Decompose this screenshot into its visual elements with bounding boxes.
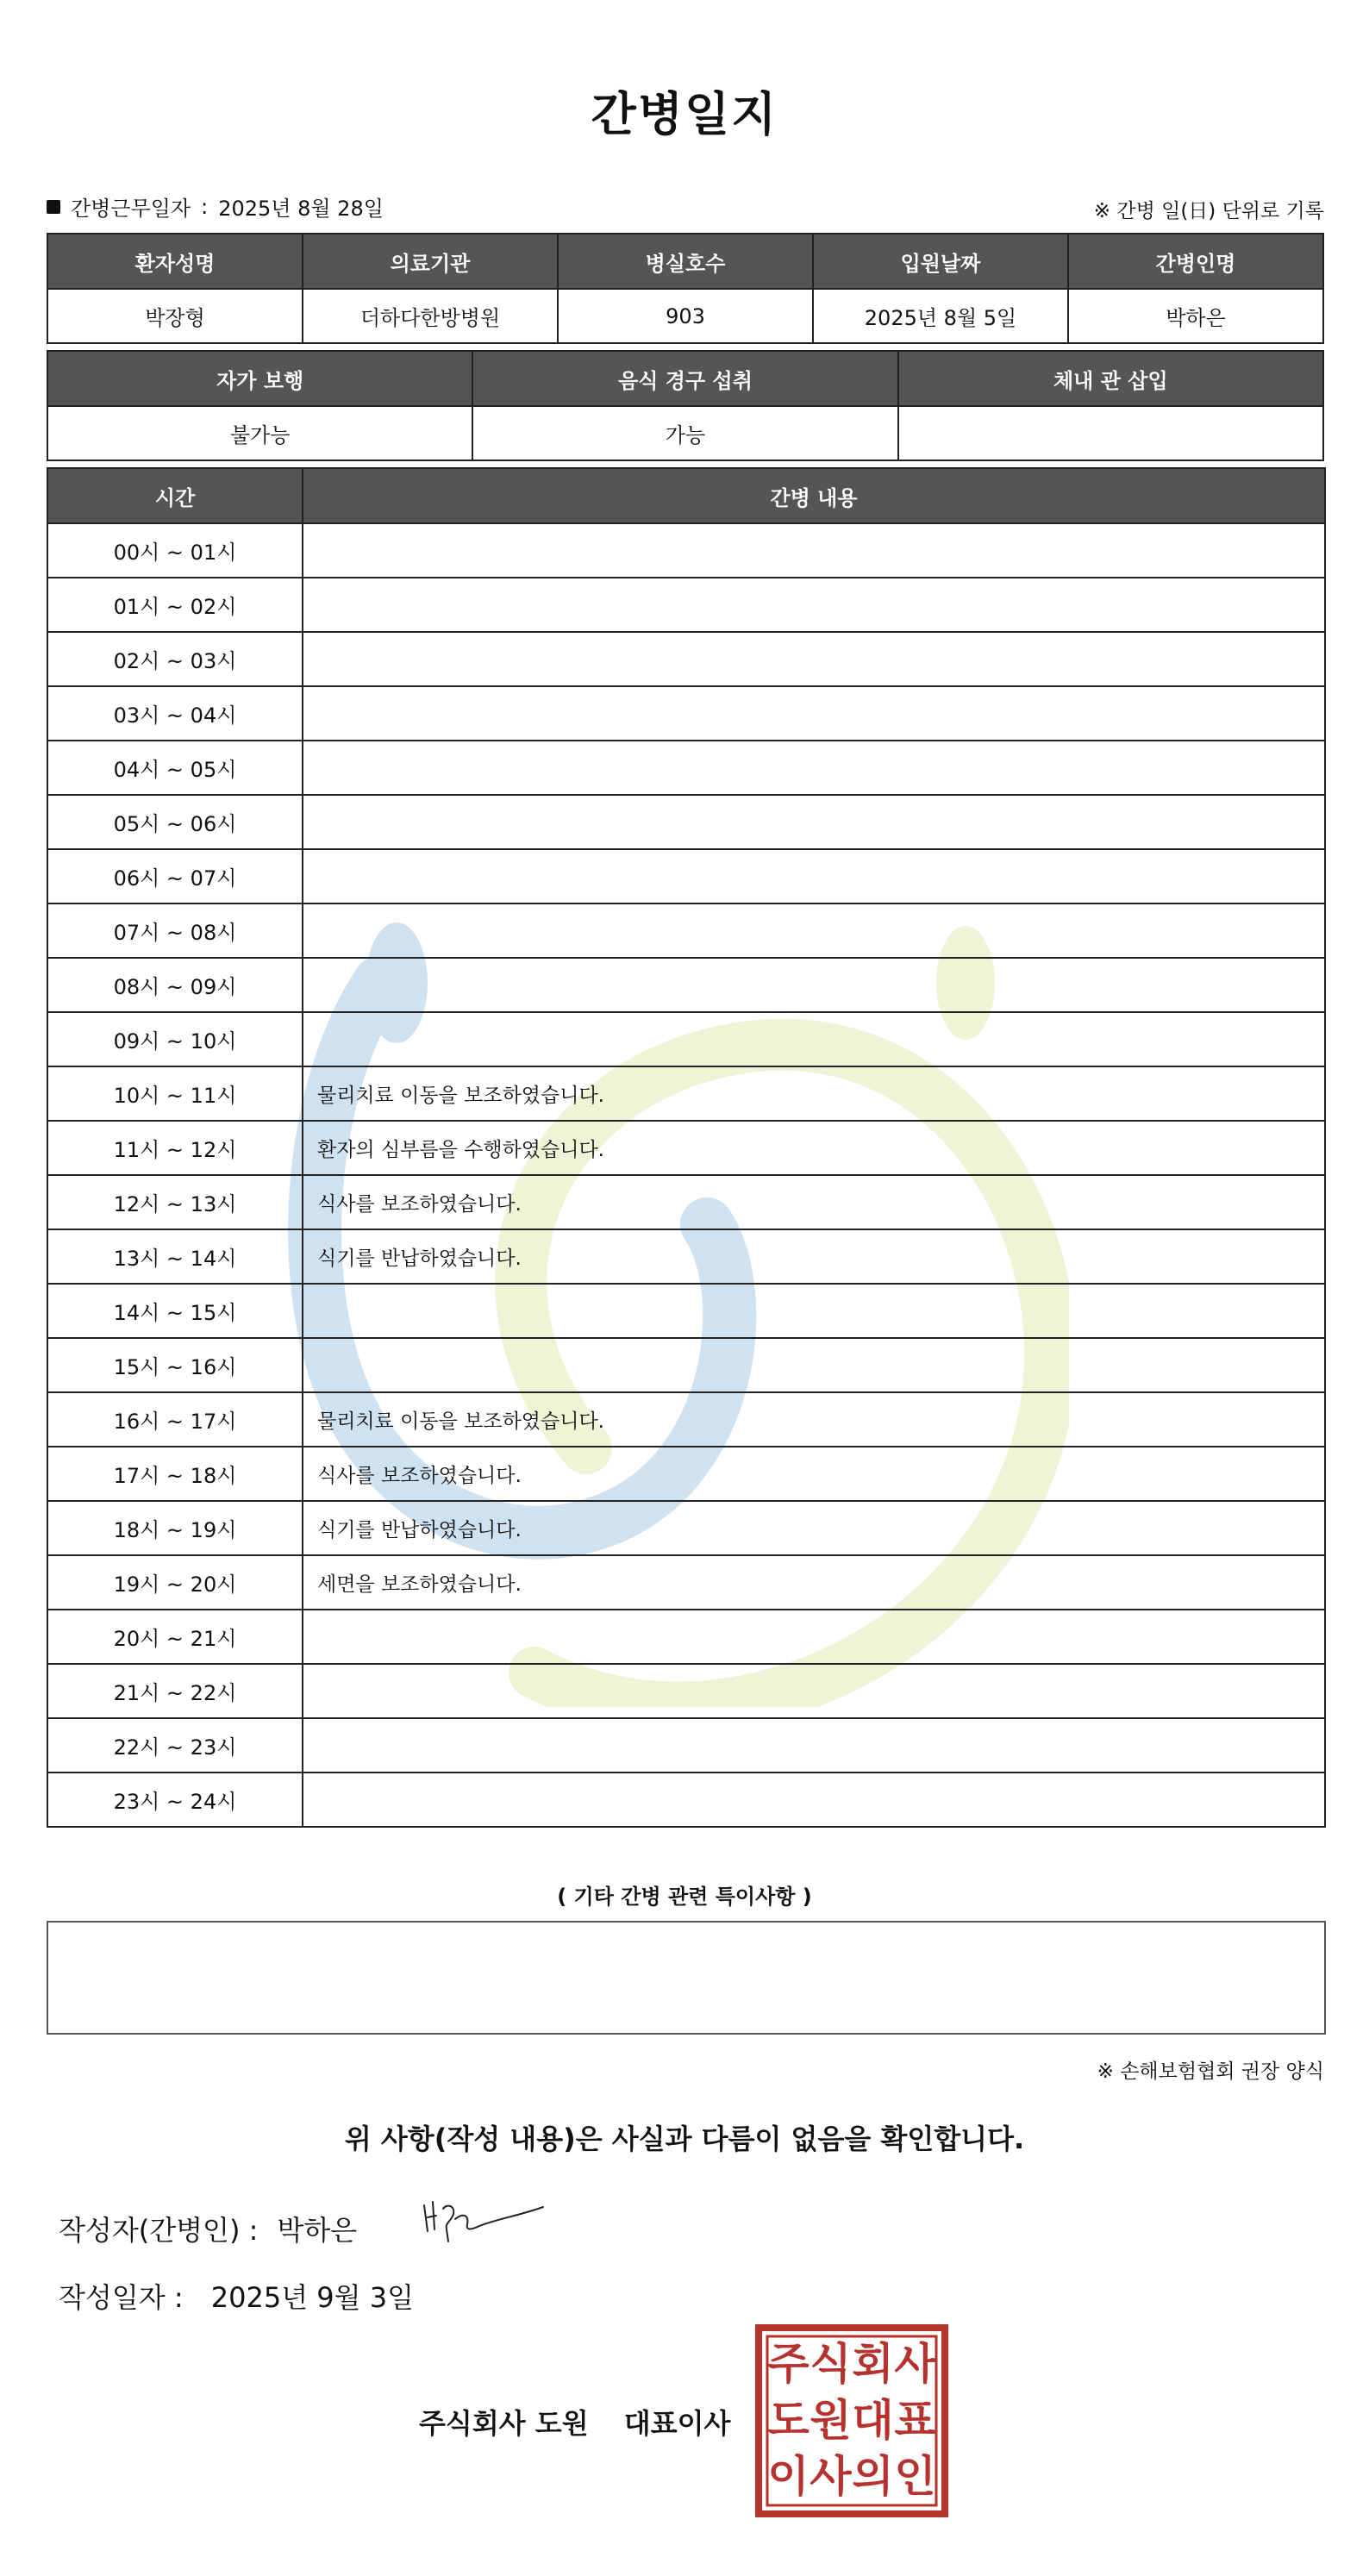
company-seal-icon: [755, 2324, 948, 2517]
header-oral-intake: 음식 경구 섭취: [472, 351, 897, 406]
table-row: [47, 1392, 1325, 1447]
work-date-value: 2025년 8월 28일: [218, 197, 384, 221]
table-row: [47, 1066, 1325, 1121]
written-date-value: 2025년 9월 3일: [210, 2281, 415, 2314]
document-title: 간병일지: [591, 87, 778, 141]
header-admission-date: 입원날짜: [813, 234, 1068, 289]
written-date-line: [59, 2276, 414, 2316]
table-row: [47, 1718, 1325, 1773]
seal-character: 식: [810, 2339, 852, 2389]
care-content-cell: [303, 1718, 1325, 1773]
care-content-cell: 환자의 심부름을 수행하였습니다.: [303, 1121, 1325, 1175]
time-slot-cell: 03시 ~ 04시: [47, 686, 303, 741]
table-row: [47, 1664, 1325, 1718]
admission-date-cell: 2025년 8월 5일: [813, 289, 1068, 343]
table-row: [47, 1338, 1325, 1392]
table-row: [47, 1447, 1325, 1501]
oral-intake-cell: 가능: [472, 406, 897, 460]
work-date-separator: :: [201, 194, 209, 219]
care-content-cell: [303, 1284, 1325, 1338]
time-slot-cell: 04시 ~ 05시: [47, 741, 303, 795]
caregiver-name-cell: 박하은: [1068, 289, 1323, 343]
representative-title: 대표이사: [623, 2407, 731, 2440]
institution-cell: 더하다한방병원: [303, 289, 558, 343]
care-content-cell: [303, 795, 1325, 849]
tube-insertion-cell: [898, 406, 1323, 460]
square-bullet-icon: [47, 200, 60, 214]
remarks-box: [47, 1921, 1326, 2035]
time-slot-cell: 07시 ~ 08시: [47, 903, 303, 958]
writer-name: 박하은: [277, 2214, 358, 2247]
patient-info-value-row: [47, 289, 1323, 343]
hourly-log-header-row: [47, 468, 1325, 523]
time-slot-cell: 02시 ~ 03시: [47, 632, 303, 686]
table-row: [47, 686, 1325, 741]
table-row: [47, 523, 1325, 578]
header-caregiver-name: 간병인명: [1068, 234, 1323, 289]
header-care-content: 간병 내용: [303, 468, 1325, 523]
time-slot-cell: 09시 ~ 10시: [47, 1012, 303, 1066]
care-content-cell: [303, 849, 1325, 903]
care-content-cell: 식사를 보조하였습니다.: [303, 1447, 1325, 1501]
time-slot-cell: 23시 ~ 24시: [47, 1773, 303, 1827]
meta-row: [47, 191, 1324, 222]
time-slot-cell: 17시 ~ 18시: [47, 1447, 303, 1501]
confirmation-statement: 위 사항(작성 내용)은 사실과 다름이 없음을 확인합니다.: [344, 2123, 1025, 2155]
care-content-cell: [303, 1338, 1325, 1392]
seal-character: 의: [852, 2451, 894, 2502]
care-content-cell: [303, 1012, 1325, 1066]
time-slot-cell: 13시 ~ 14시: [47, 1229, 303, 1284]
care-content-cell: 식기를 반납하였습니다.: [303, 1229, 1325, 1284]
care-content-cell: [303, 632, 1325, 686]
record-unit-note: ※ 간병 일(日) 단위로 기록: [1093, 200, 1324, 222]
care-content-cell: 물리치료 이동을 보조하였습니다.: [303, 1392, 1325, 1447]
header-self-walking: 자가 보행: [47, 351, 472, 406]
room-number-cell: 903: [558, 289, 813, 343]
seal-character: 회: [852, 2339, 894, 2389]
remarks-title: ( 기타 간병 관련 특이사항 ): [557, 1885, 812, 1909]
time-slot-cell: 00시 ~ 01시: [47, 523, 303, 578]
care-content-cell: [303, 903, 1325, 958]
care-content-cell: [303, 741, 1325, 795]
seal-character: 표: [894, 2395, 936, 2446]
seal-character: 사: [810, 2451, 852, 2502]
care-content-cell: 식기를 반납하였습니다.: [303, 1501, 1325, 1555]
care-content-cell: [303, 686, 1325, 741]
table-row: [47, 1501, 1325, 1555]
care-content-cell: [303, 1610, 1325, 1664]
written-date-label: 작성일자 :: [59, 2281, 184, 2314]
table-row: [47, 1284, 1325, 1338]
writer-line: [59, 2209, 357, 2248]
time-slot-cell: 19시 ~ 20시: [47, 1555, 303, 1610]
time-slot-cell: 08시 ~ 09시: [47, 958, 303, 1012]
patient-name-cell: 박장형: [47, 289, 303, 343]
time-slot-cell: 22시 ~ 23시: [47, 1718, 303, 1773]
time-slot-cell: 01시 ~ 02시: [47, 578, 303, 632]
time-slot-cell: 12시 ~ 13시: [47, 1175, 303, 1229]
seal-character: 인: [894, 2451, 936, 2502]
work-date-label: 간병근무일자: [71, 197, 191, 221]
time-slot-cell: 18시 ~ 19시: [47, 1501, 303, 1555]
work-date-group: [47, 191, 384, 222]
table-row: [47, 958, 1325, 1012]
time-slot-cell: 06시 ~ 07시: [47, 849, 303, 903]
table-row: [47, 741, 1325, 795]
patient-status-table: [47, 350, 1324, 461]
hourly-care-log-table: [47, 467, 1326, 1828]
table-row: [47, 1773, 1325, 1827]
time-slot-cell: 11시 ~ 12시: [47, 1121, 303, 1175]
header-institution: 의료기관: [303, 234, 558, 289]
patient-info-table: [47, 233, 1324, 344]
care-content-cell: 물리치료 이동을 보조하였습니다.: [303, 1066, 1325, 1121]
table-row: [47, 849, 1325, 903]
care-content-cell: [303, 1773, 1325, 1827]
table-row: [47, 1555, 1325, 1610]
header-time: 시간: [47, 468, 303, 523]
seal-character: 이: [767, 2451, 810, 2502]
table-row: [47, 1012, 1325, 1066]
patient-info-header-row: [47, 234, 1323, 289]
time-slot-cell: 16시 ~ 17시: [47, 1392, 303, 1447]
care-content-cell: [303, 578, 1325, 632]
company-signature-line: [419, 2402, 730, 2442]
header-room-number: 병실호수: [558, 234, 813, 289]
table-row: [47, 1121, 1325, 1175]
seal-character: 대: [852, 2395, 894, 2446]
table-row: [47, 1175, 1325, 1229]
time-slot-cell: 05시 ~ 06시: [47, 795, 303, 849]
self-walking-cell: 불가능: [47, 406, 472, 460]
header-tube-insertion: 체내 관 삽입: [898, 351, 1323, 406]
care-content-cell: 식사를 보조하였습니다.: [303, 1175, 1325, 1229]
time-slot-cell: 14시 ~ 15시: [47, 1284, 303, 1338]
care-content-cell: 세면을 보조하였습니다.: [303, 1555, 1325, 1610]
table-row: [47, 1610, 1325, 1664]
patient-status-value-row: [47, 406, 1323, 460]
patient-status-header-row: [47, 351, 1323, 406]
table-row: [47, 795, 1325, 849]
handwritten-signature-icon: [417, 2197, 547, 2254]
time-slot-cell: 10시 ~ 11시: [47, 1066, 303, 1121]
table-row: [47, 578, 1325, 632]
table-row: [47, 903, 1325, 958]
care-content-cell: [303, 1664, 1325, 1718]
table-row: [47, 632, 1325, 686]
seal-character: 주: [767, 2339, 810, 2389]
table-row: [47, 1229, 1325, 1284]
header-patient-name: 환자성명: [47, 234, 303, 289]
seal-character: 원: [810, 2395, 852, 2446]
writer-label: 작성자(간병인) :: [59, 2214, 259, 2247]
company-name: 주식회사 도원: [419, 2407, 589, 2440]
time-slot-cell: 15시 ~ 16시: [47, 1338, 303, 1392]
seal-character: 사: [894, 2339, 936, 2389]
time-slot-cell: 21시 ~ 22시: [47, 1664, 303, 1718]
time-slot-cell: 20시 ~ 21시: [47, 1610, 303, 1664]
recommended-form-note: ※ 손해보험협회 권장 양식: [1097, 2060, 1324, 2083]
care-content-cell: [303, 958, 1325, 1012]
seal-character: 도: [767, 2395, 810, 2446]
care-content-cell: [303, 523, 1325, 578]
